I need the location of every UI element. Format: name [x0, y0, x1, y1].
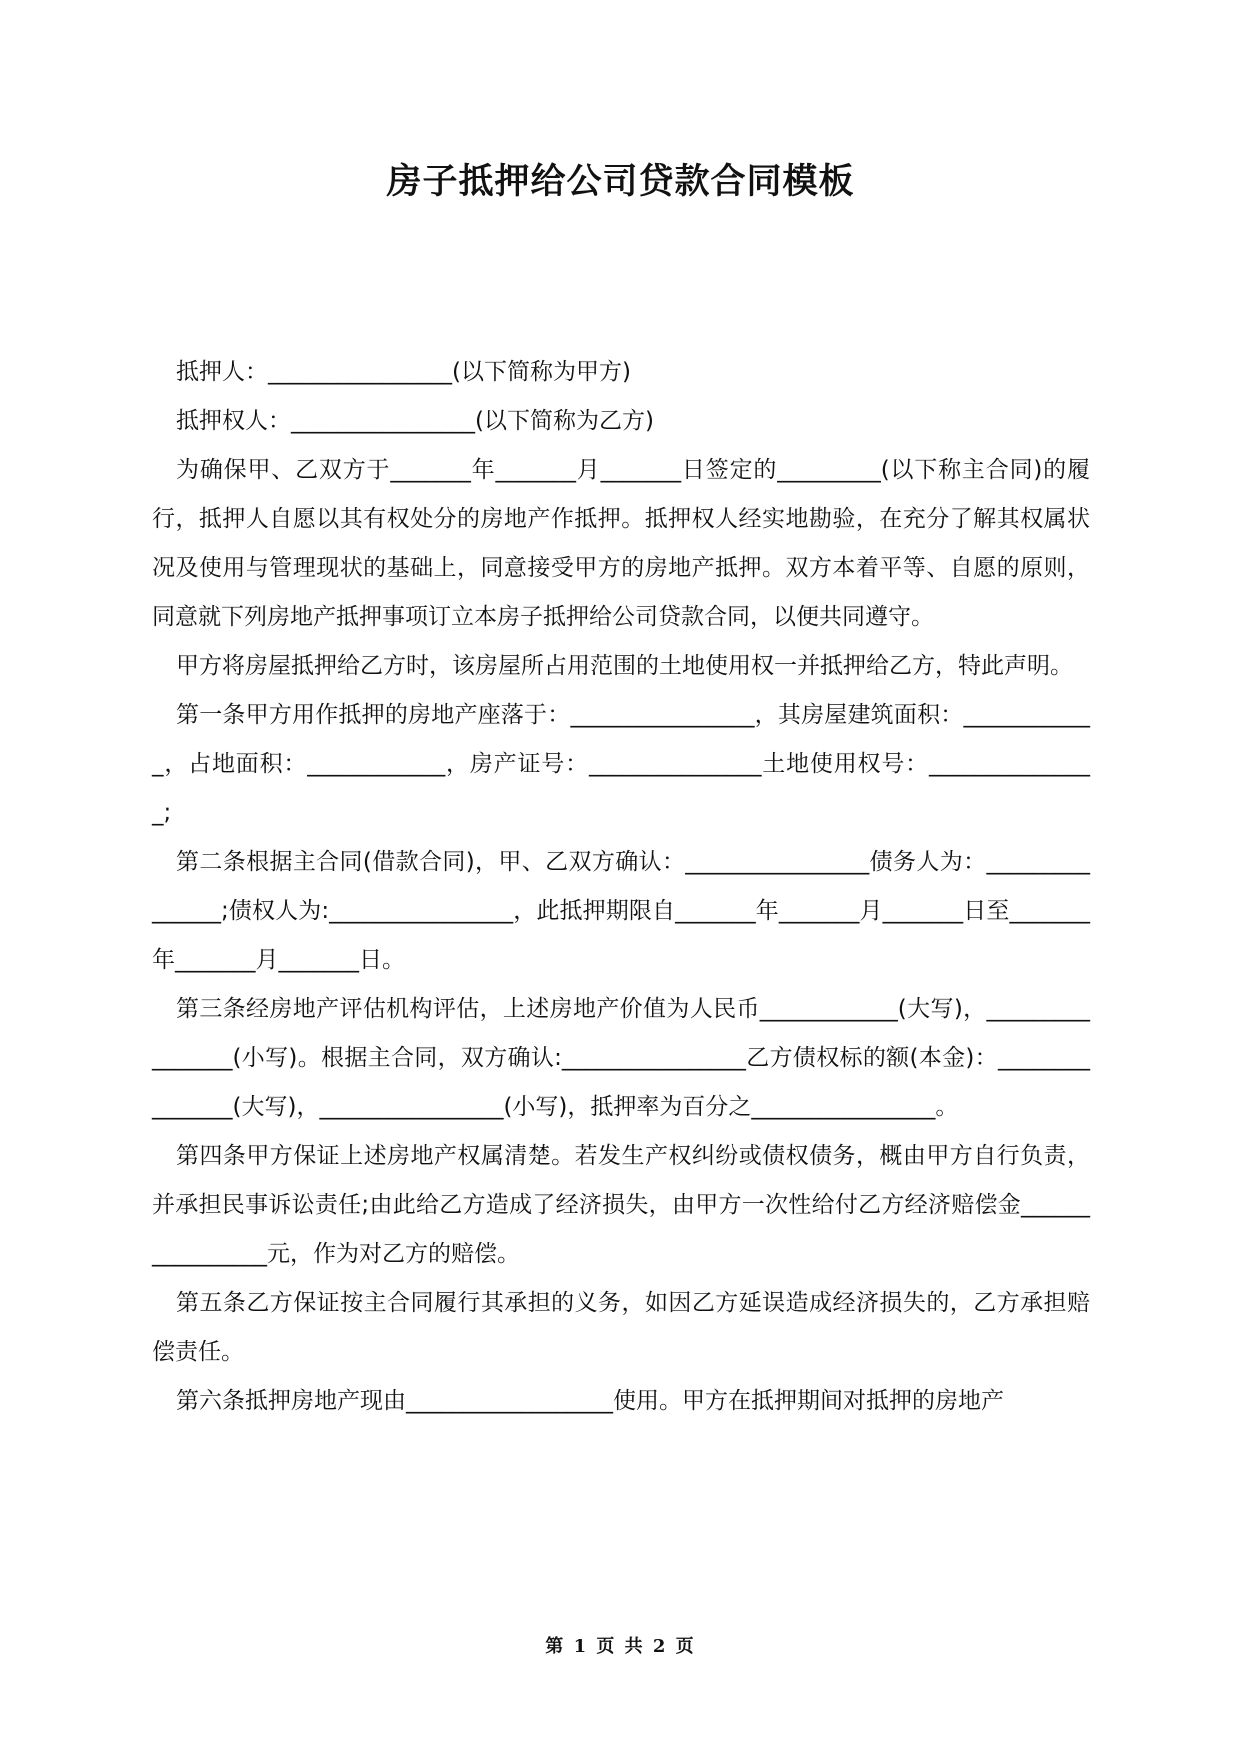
paragraph-article-5: 第五条乙方保证按主合同履行其承担的义务，如因乙方延误造成经济损失的，乙方承担赔偿责任。 [152, 1290, 1090, 1365]
paragraph-article-1: 第一条甲方用作抵押的房地产座落于：________________，其房屋建筑面积：____________，占地面积：____________，房产证号：_______________土地使用权号：_______________; [152, 702, 1090, 826]
paragraph-mortgagee: 抵押权人：________________(以下简称为乙方) [176, 408, 654, 434]
page-number: 第 1 页 共 2 页 [545, 1636, 696, 1657]
paragraph-land-statement: 甲方将房屋抵押给乙方时，该房屋所占用范围的土地使用权一并抵押给乙方，特此声明。 [176, 653, 1073, 679]
document-title: 房子抵押给公司贷款合同模板 [386, 162, 855, 202]
paragraph-preamble: 为确保甲、乙双方于_______年_______月_______日签定的_________(以下称主合同)的履行，抵押人自愿以其有权处分的房地产作抵押。抵押权人经实地勘验，在充分了解其权属状况及使用与管理现状的基础上，同意接受甲方的房地产抵押。双方本着平等、自愿的原则，同意就下列房地产抵押事项订立本房子抵押给公司贷款合同，以便共同遵守。 [152, 457, 1090, 630]
paragraph-article-2: 第二条根据主合同(借款合同)，甲、乙双方确认：________________债务人为：_______________;债权人为:________________，此抵押期限自_______年_______月_______日至_______年_______月_______日。 [152, 849, 1090, 973]
paragraph-article-4: 第四条甲方保证上述房地产权属清楚。若发生产权纠纷或债权债务，概由甲方自行负责，并承担民事诉讼责任;由此给乙方造成了经济损失，由甲方一次性给付乙方经济赔偿金________________元，作为对乙方的赔偿。 [152, 1143, 1090, 1267]
paragraph-article-3: 第三条经房地产评估机构评估，上述房地产价值为人民币____________(大写)，________________(小写)。根据主合同，双方确认:________________乙方债权标的额(本金)：_______________(大写)，________________(小写)，抵押率为百分之________________。 [152, 996, 1090, 1120]
document-body [152, 348, 1090, 1426]
paragraph-article-6: 第六条抵押房地产现由__________________使用。甲方在抵押期间对抵押的房地产 [176, 1388, 1004, 1414]
paragraph-mortgagor: 抵押人：________________(以下简称为甲方) [176, 359, 631, 385]
